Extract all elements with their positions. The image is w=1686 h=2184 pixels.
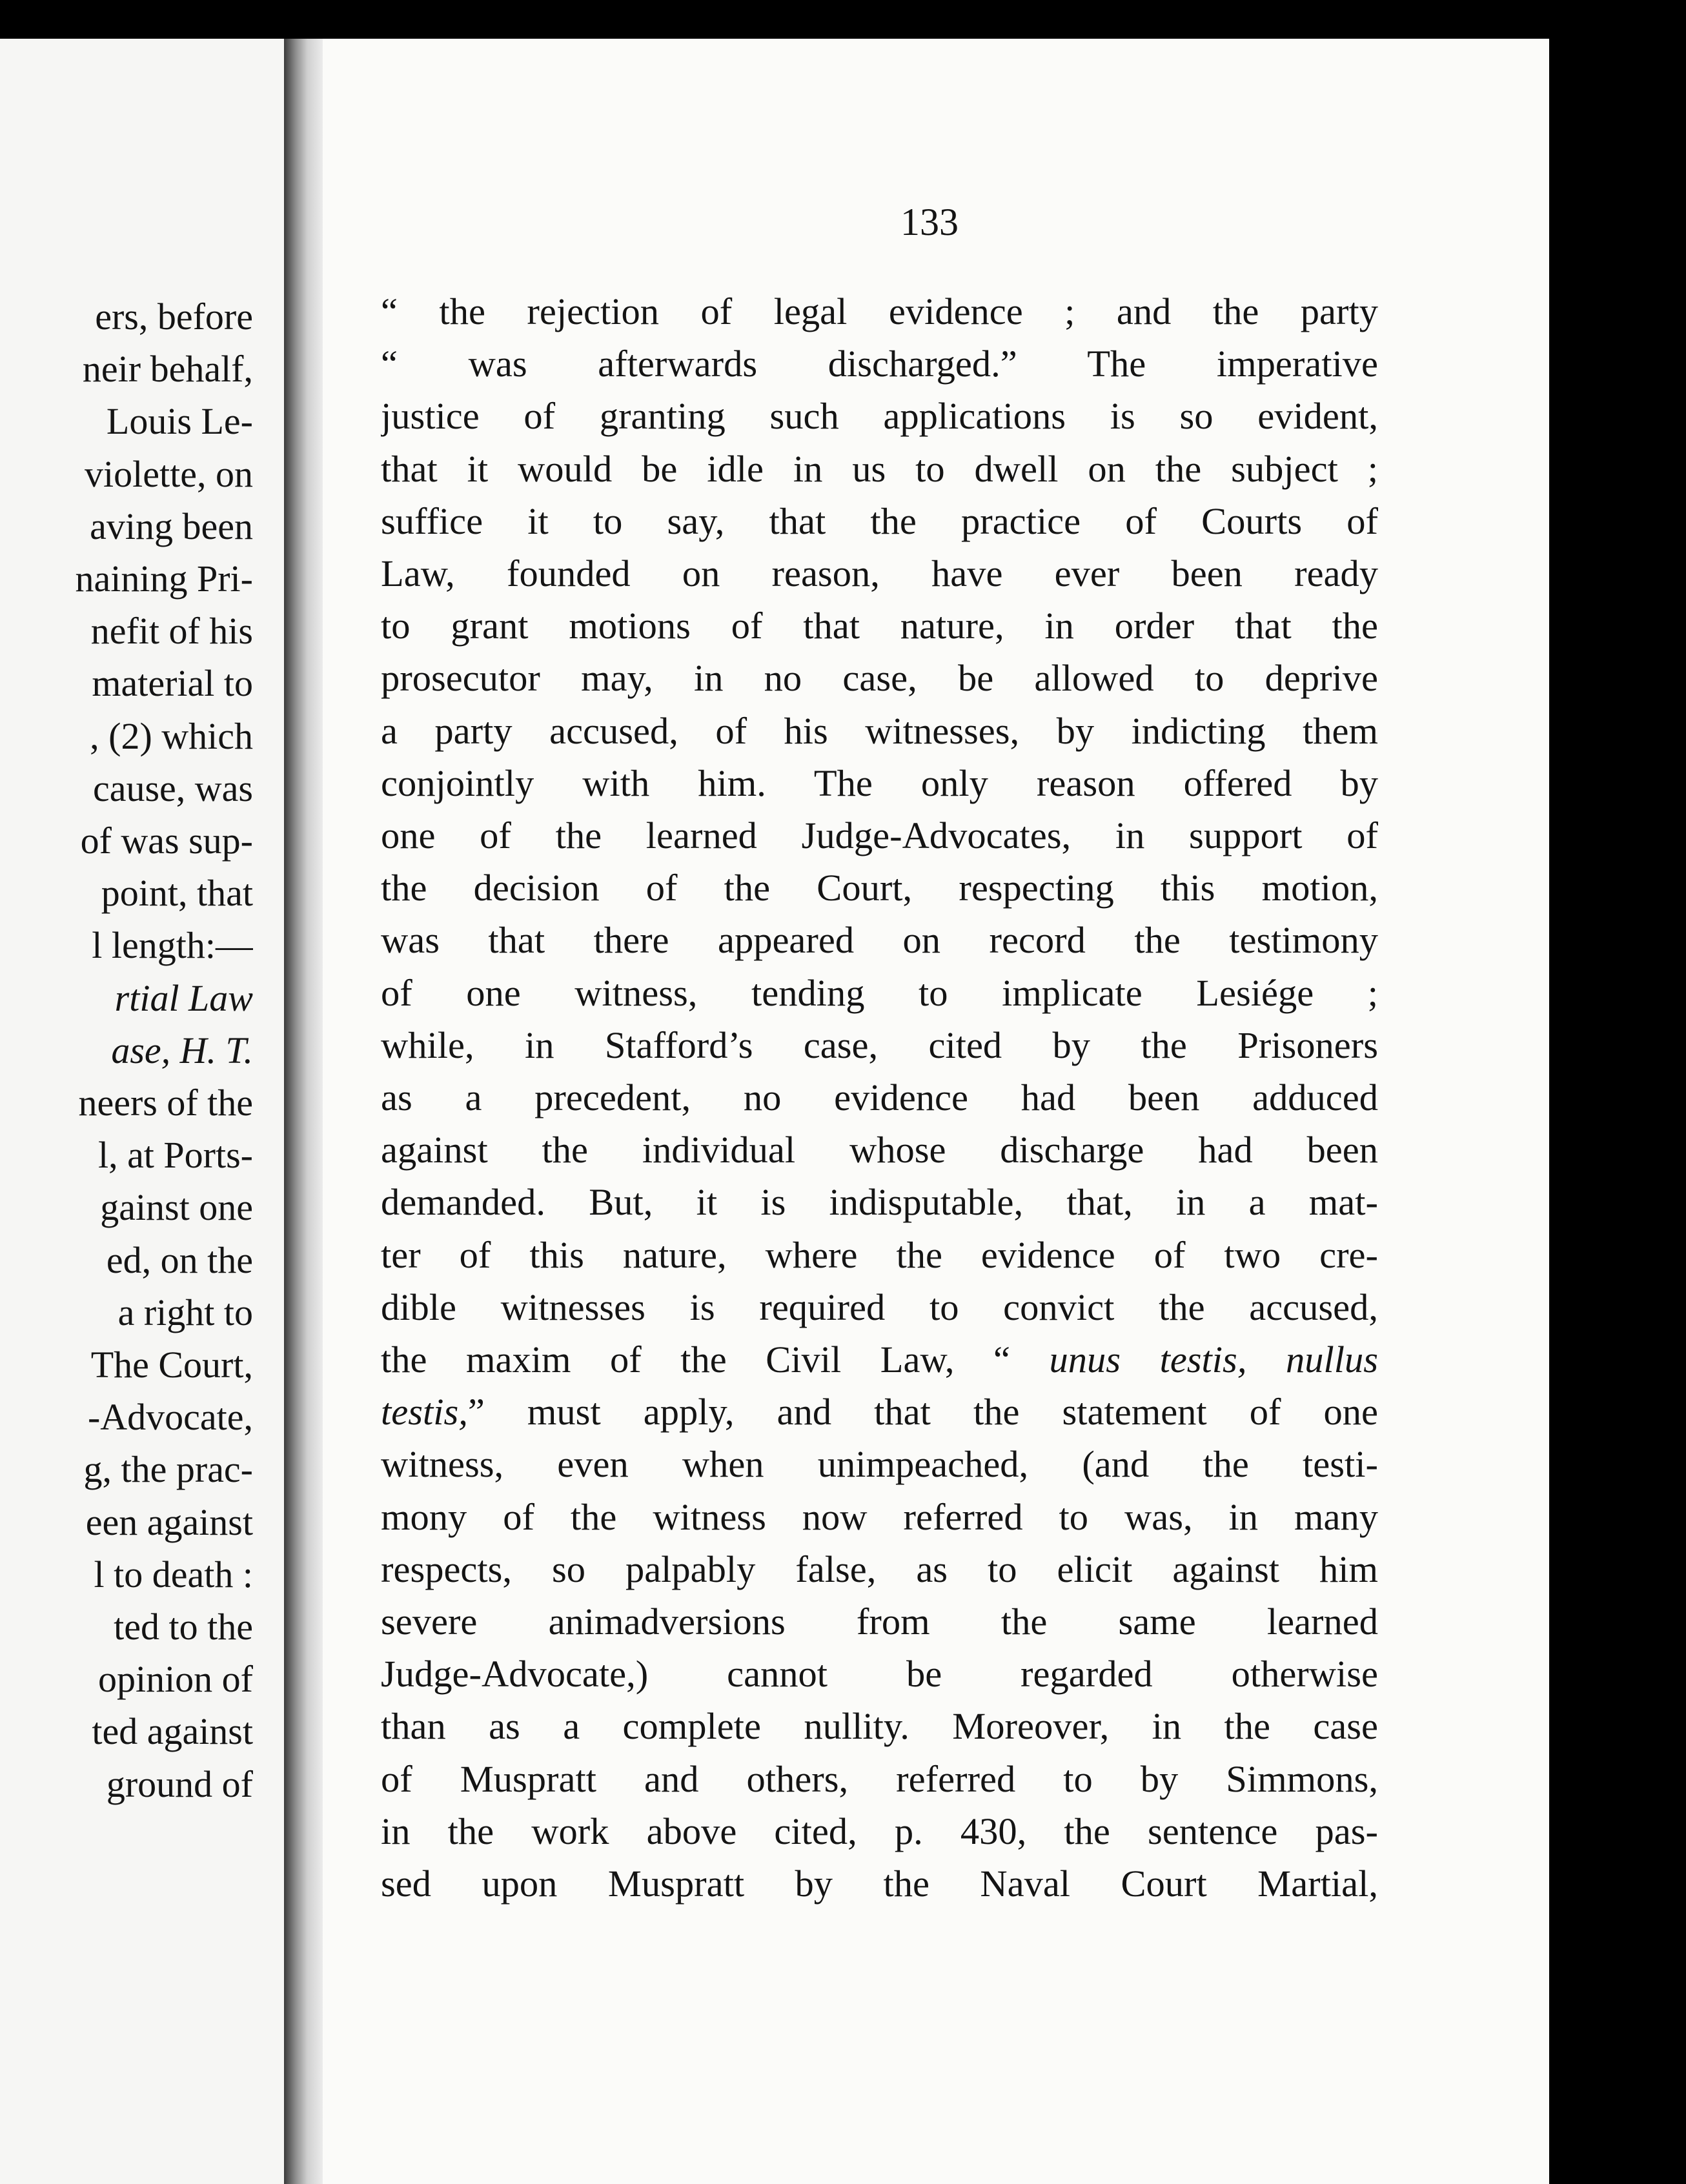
text-line: ase, H. T. [111,1029,253,1071]
book-gutter [284,39,323,2184]
text-line: -Advocate, [87,1396,253,1439]
text-line: “ was afterwards discharged.” The imperative [381,343,1378,385]
text-line: the maxim of the Civil Law, “ unus testis, nullus [381,1339,1378,1381]
text-line: l to death : [94,1553,253,1595]
text-line: l, at Ports- [97,1134,253,1177]
text-line: demanded. But, it is indisputable, that, in a mat- [381,1181,1378,1224]
text-line: of was sup- [80,820,253,862]
left-page-text [0,290,253,1810]
text-line: respects, so palpably false, as to elicit against him [381,1548,1378,1590]
text-line: l length:— [92,924,253,967]
text-line: ground of [106,1763,253,1805]
page-number: 133 [900,201,959,243]
text-line: “ the rejection of legal evidence ; and the party [381,290,1378,332]
text-line: een against [85,1501,253,1543]
text-line: Judge-Advocate,) cannot be regarded otherwise [381,1653,1378,1695]
text-line: testis,” must apply, and that the statement of one [381,1391,1378,1433]
text-line: suffice it to say, that the practice of Courts of [381,500,1378,542]
scan-border [1549,39,1686,2184]
text-line: neir behalf, [82,348,253,390]
text-line: cause, was [92,767,253,809]
text-line: severe animadversions from the same learned [381,1601,1378,1643]
right-page-text [381,285,1378,1910]
text-line: prosecutor may, in no case, be allowed to deprive [381,657,1378,700]
text-line: opinion of [97,1658,253,1701]
text-line: Louis Le- [106,400,253,443]
latin-maxim: testis, [381,1391,468,1433]
text-line: The Court, [90,1344,253,1386]
text-line: justice of granting such applications is so evident, [381,395,1378,438]
text-line: violette, on [85,452,253,495]
latin-maxim: unus testis, nullus [1049,1339,1378,1381]
text-line: rtial Law [114,976,253,1019]
text-line: g, the prac- [83,1448,253,1491]
text-line: ed, on the [106,1239,253,1281]
text-line: conjointly with him. The only reason offered by [381,762,1378,804]
text-line: material to [92,662,253,705]
text-line: gainst one [100,1186,253,1229]
text-line: neers of the [78,1082,253,1124]
text-line: dible witnesses is required to convict the accused, [381,1286,1378,1328]
text-line: ted against [92,1710,253,1753]
text-line: against the individual whose discharge had been [381,1129,1378,1171]
text-line: one of the learned Judge-Advocates, in support of [381,814,1378,857]
text-line: nefit of his [90,610,253,652]
text-line: while, in Stafford’s case, cited by the Prisoners [381,1024,1378,1066]
text-line: aving been [90,505,253,547]
text-line: ted to the [114,1606,253,1648]
text-line: that it would be idle in us to dwell on the subject ; [381,447,1378,490]
text-line: the decision of the Court, respecting this motion, [381,867,1378,909]
text-line: ers, before [95,296,253,338]
text-line: than as a complete nullity. Moreover, in the case [381,1705,1378,1748]
text-line: of Muspratt and others, referred to by Simmons, [381,1757,1378,1800]
text-line: witness, even when unimpeached, (and the testi- [381,1443,1378,1486]
text-line: point, that [101,872,253,915]
text-line: a party accused, of his witnesses, by indicting them [381,709,1378,752]
text-line: to grant motions of that nature, in order that the [381,605,1378,647]
text-line: mony of the witness now referred to was, in many [381,1495,1378,1538]
text-line: of one witness, tending to implicate Lesiége ; [381,971,1378,1014]
text-line: as a precedent, no evidence had been adduced [381,1077,1378,1119]
text-line: naining Pri- [75,558,253,600]
left-page [0,39,284,2184]
text-line: ter of this nature, where the evidence of two cre- [381,1233,1378,1276]
text-line: Law, founded on reason, have ever been ready [381,552,1378,595]
text-line: was that there appeared on record the testimony [381,919,1378,962]
text-line: a right to [117,1291,253,1333]
text-line: sed upon Muspratt by the Naval Court Martial, [381,1863,1378,1905]
text-line: in the work above cited, p. 430, the sentence pas- [381,1810,1378,1852]
text-line: , (2) which [90,714,253,757]
